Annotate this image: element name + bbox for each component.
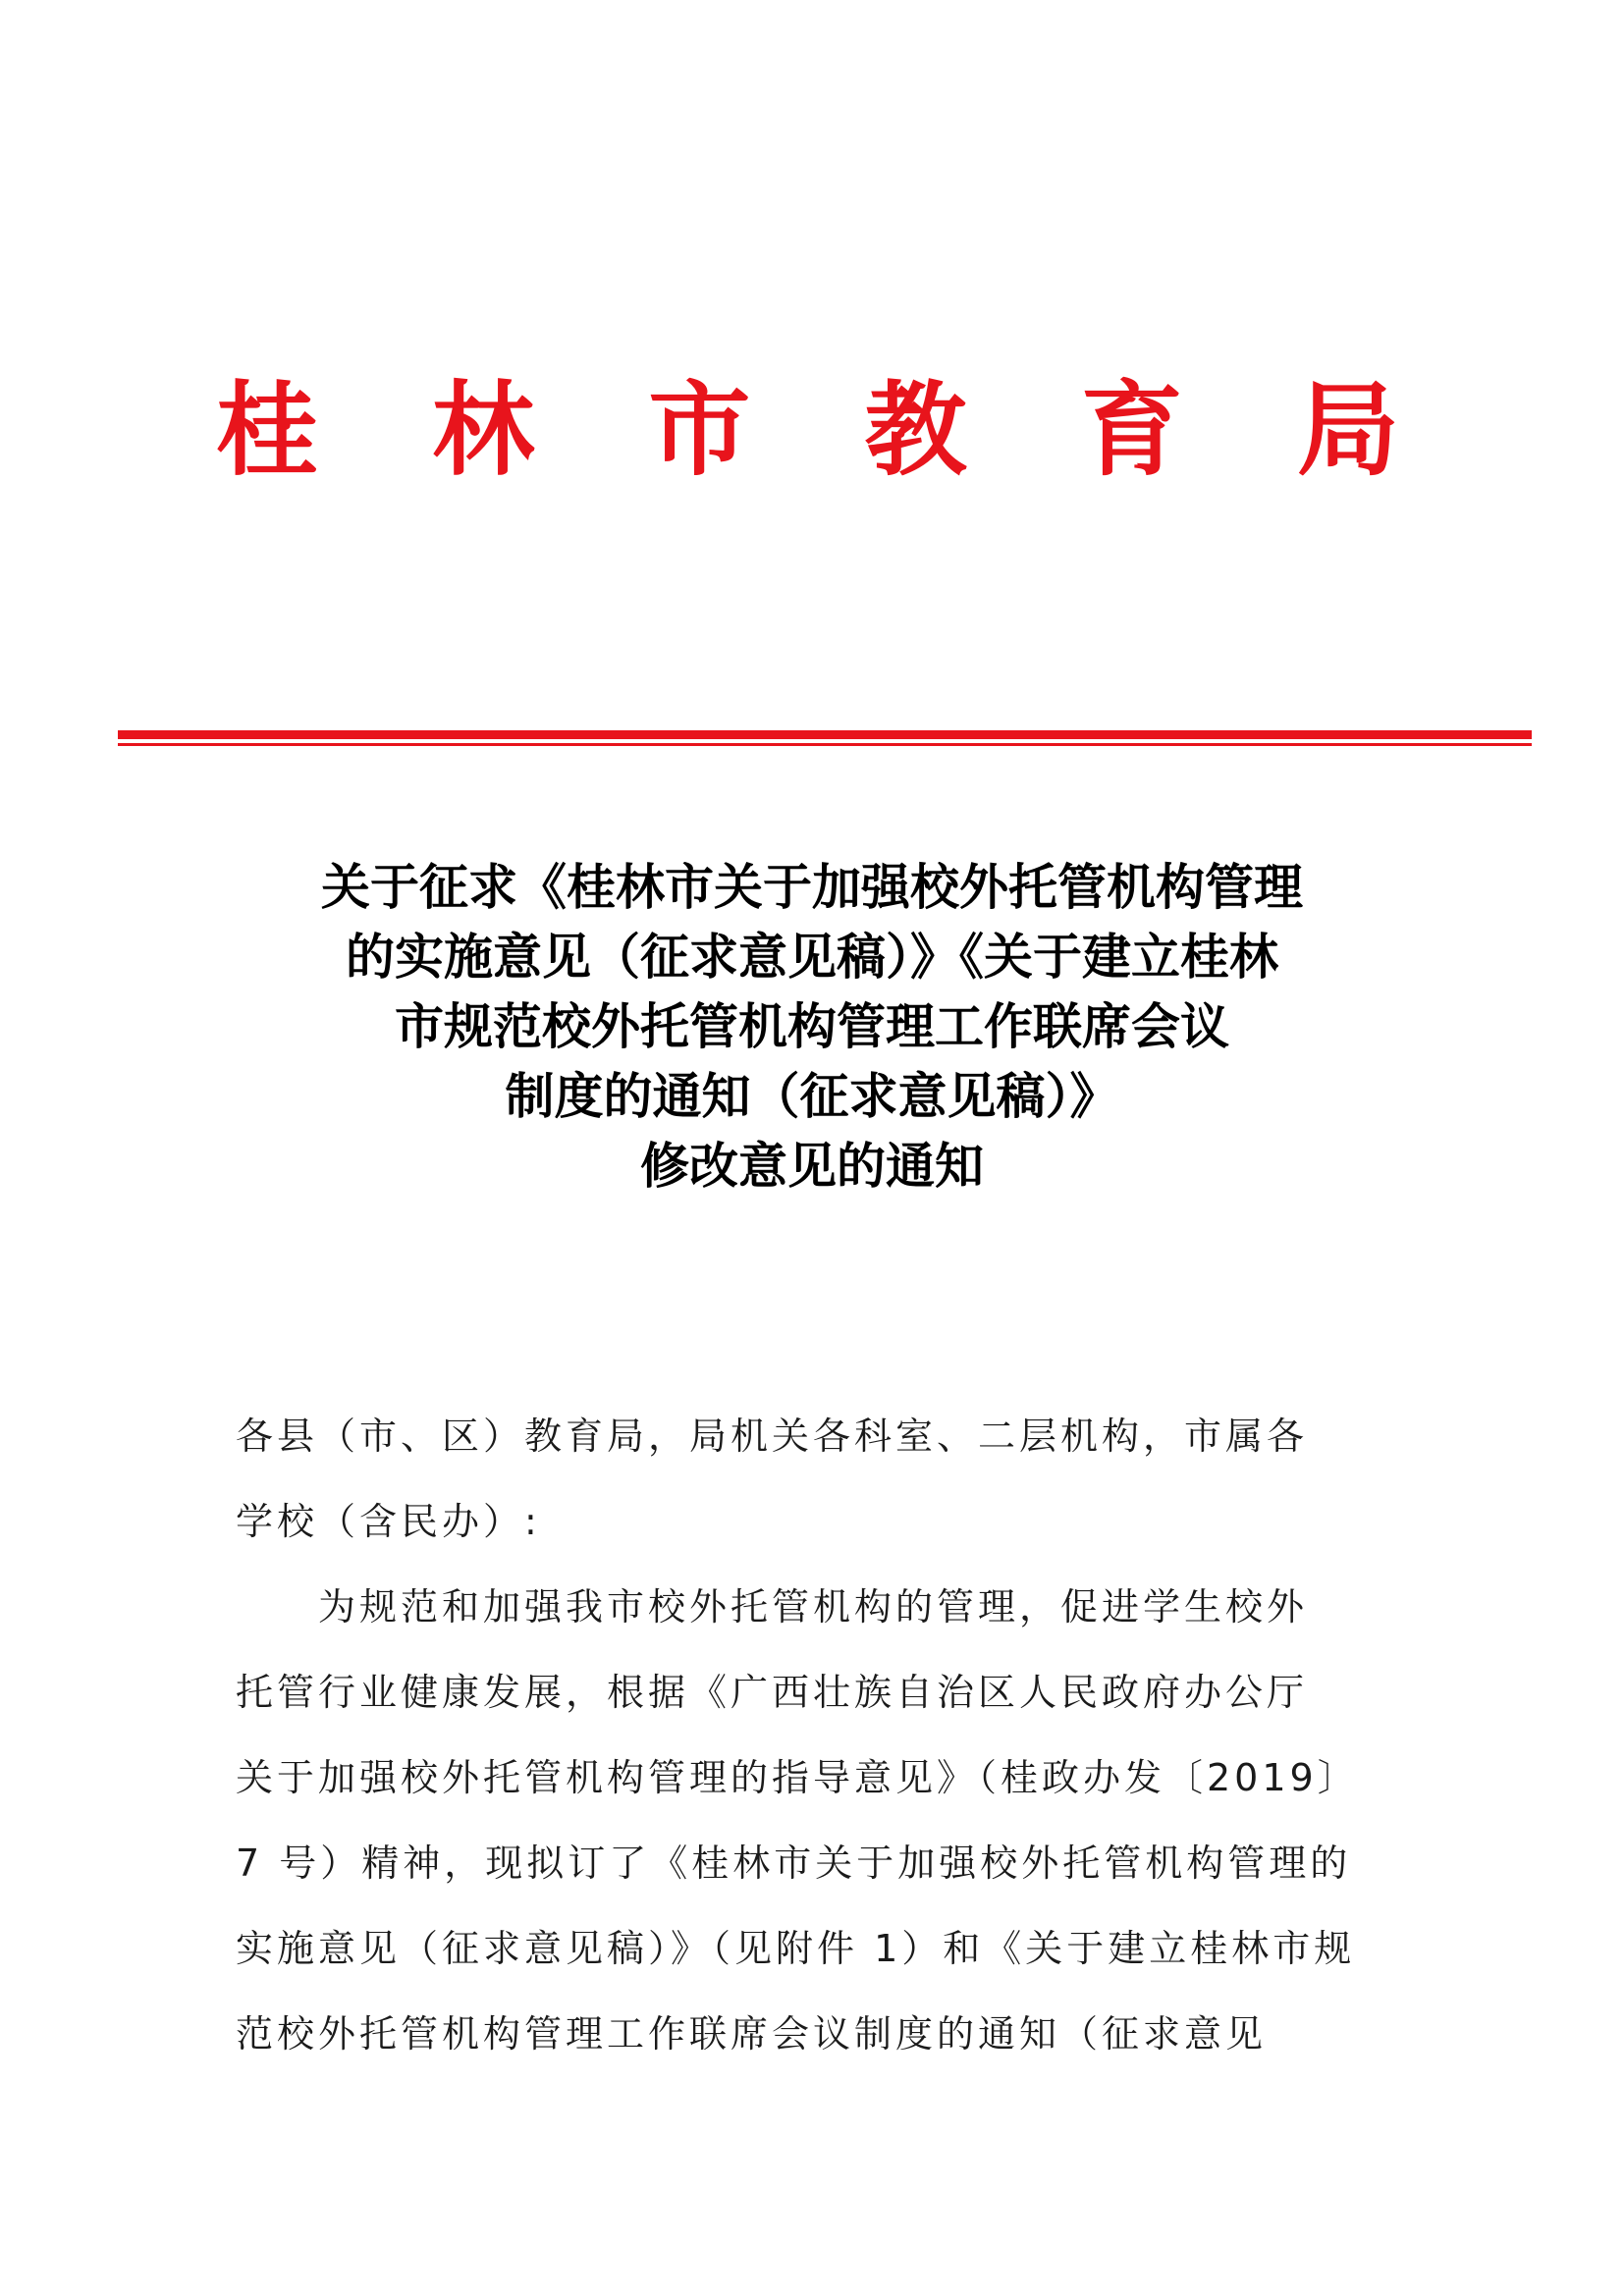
paragraph-line: 为规范和加强我市校外托管机构的管理，促进学生校外 xyxy=(318,1585,1309,1629)
salutation xyxy=(236,1394,1384,1565)
salutation-line: 学校（含民办）: xyxy=(236,1500,541,1543)
letterhead-rule-thick xyxy=(118,730,1532,739)
document-title xyxy=(0,852,1624,1201)
letterhead-char: 教 xyxy=(864,369,967,490)
title-line: 市规范校外托管机构管理工作联席会议 xyxy=(395,997,1229,1055)
letterhead xyxy=(216,371,1399,489)
paragraph-line: 7 号）精神，现拟订了《桂林市关于加强校外托管机构管理的 xyxy=(236,1842,1352,1885)
letterhead-char: 局 xyxy=(1296,369,1399,490)
document-body xyxy=(236,1394,1384,2077)
paragraph-line: 关于加强校外托管机构管理的指导意见》（桂政办发〔2019〕 xyxy=(236,1756,1359,1799)
paragraph-line: 实施意见（征求意见稿）》（见附件 1）和《关于建立桂林市规 xyxy=(236,1927,1356,1970)
paragraph-line: 托管行业健康发展，根据《广西壮族自治区人民政府办公厅 xyxy=(236,1671,1309,1714)
title-line: 修改意见的通知 xyxy=(640,1137,984,1195)
letterhead-rule-thin xyxy=(118,743,1532,746)
letterhead-char: 林 xyxy=(432,369,535,490)
letterhead-char: 桂 xyxy=(216,369,319,490)
title-line: 的实施意见（征求意见稿）》《关于建立桂林 xyxy=(346,928,1278,986)
paragraph xyxy=(236,1565,1384,2077)
salutation-line: 各县（市、区）教育局，局机关各科室、二层机构，市属各 xyxy=(236,1415,1309,1458)
paragraph-line: 范校外托管机构管理工作联席会议制度的通知（征求意见 xyxy=(236,2012,1268,2056)
letterhead-char: 市 xyxy=(648,369,751,490)
title-line: 关于征求《桂林市关于加强校外托管机构管理 xyxy=(321,858,1303,916)
title-line: 制度的通知（征求意见稿）》 xyxy=(505,1067,1119,1125)
letterhead-char: 育 xyxy=(1080,369,1183,490)
